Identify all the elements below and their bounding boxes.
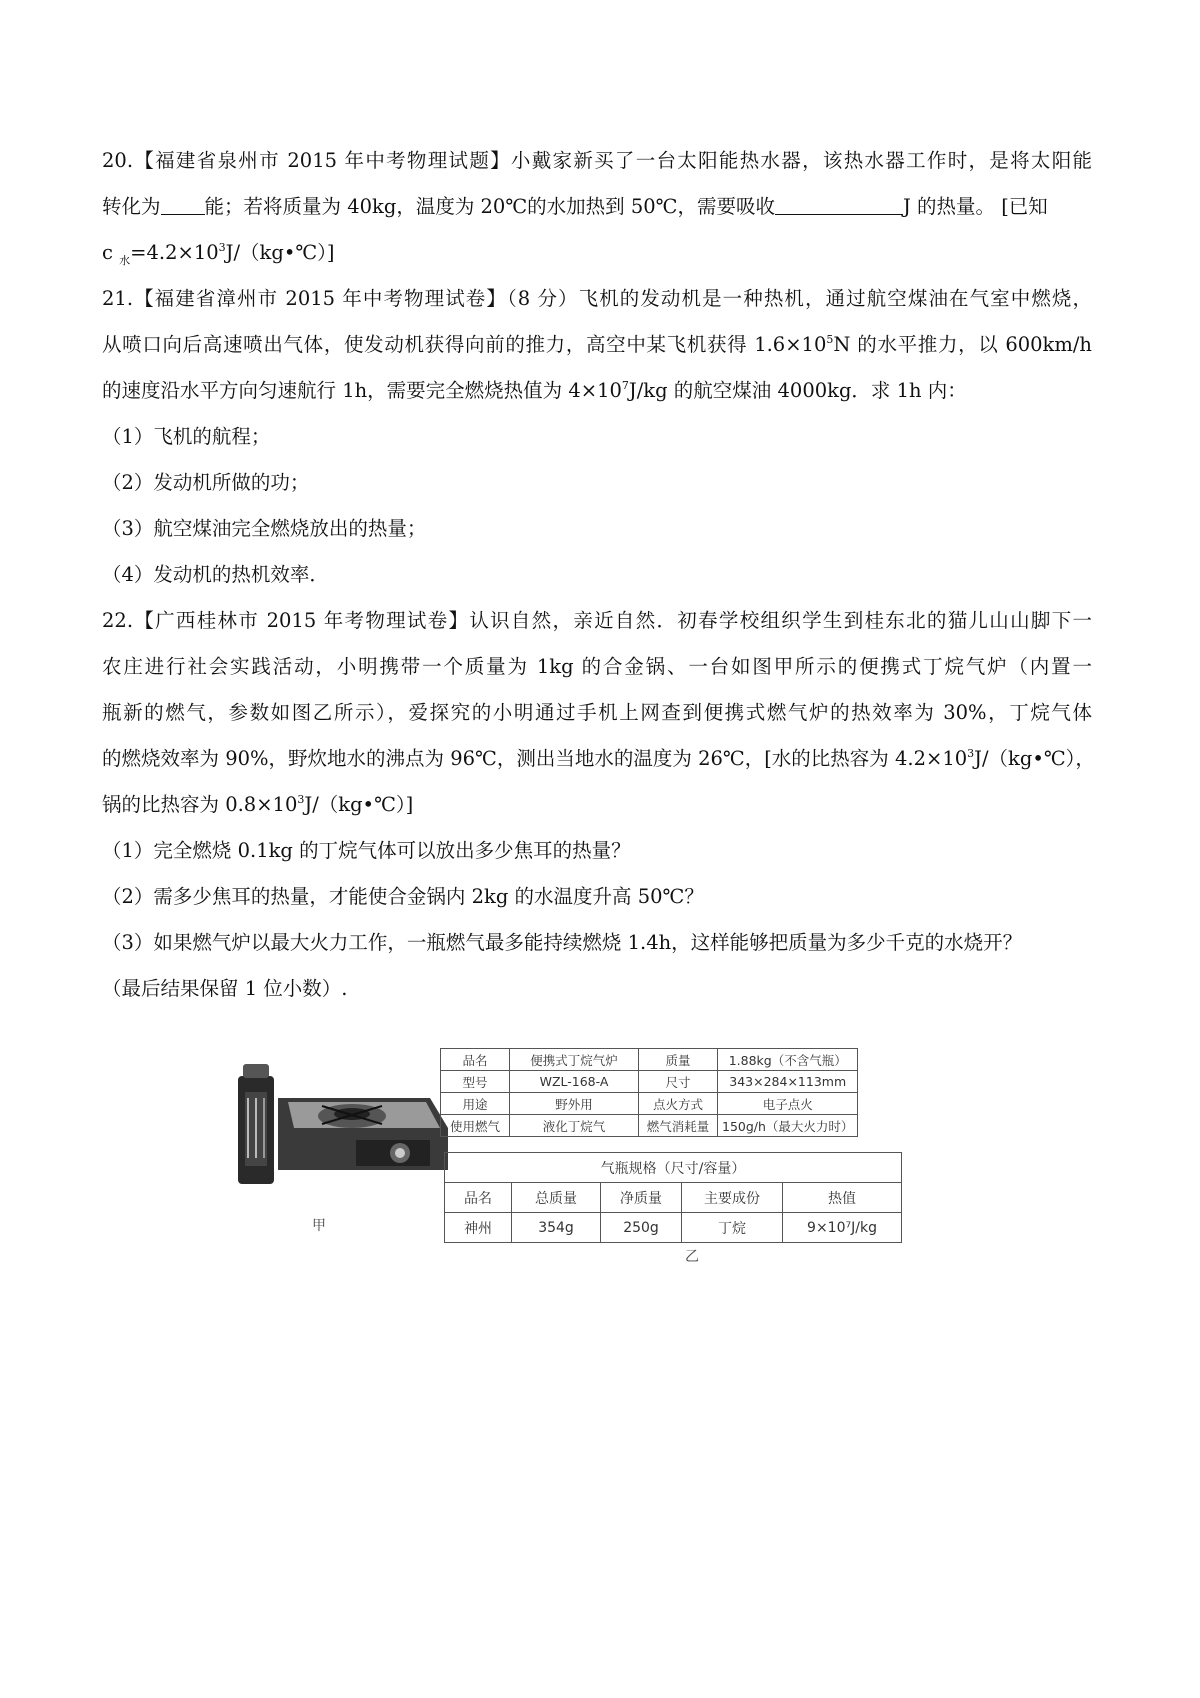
table-cell: 9×10⁷J/kg <box>783 1213 902 1243</box>
table-cell: 质量 <box>639 1049 718 1071</box>
q22-line-5: 锅的比热容为 $0.8\times 10^3J/(kg•℃)$] <box>102 793 414 816</box>
q21-sub-1: （1）飞机的航程； <box>102 425 271 448</box>
q21-line-2: 从喷口向后高速喷出气体，使发动机获得向前的推力，高空中某飞机获得 $1.6\times 10^5N$ 的水平推力，以 600km/h <box>102 333 1092 356</box>
table-cell: 液化丁烷气 <box>510 1115 639 1137</box>
table-row <box>441 1115 858 1137</box>
table-cell: 品名 <box>441 1049 510 1071</box>
q20-line-1: 20.【福建省泉州市 2015 年中考物理试题】小戴家新买了一台太阳能热水器，该热水器工作时，是将太阳能 <box>102 149 1092 172</box>
table-cell: 尺寸 <box>639 1071 718 1093</box>
caption-jia: 甲 <box>312 1218 326 1234</box>
table-cell: 燃气消耗量 <box>639 1115 718 1137</box>
q22-sub-2: （2）需多少焦耳的热量，才能使合金锅内 2kg 的水温度升高 50℃？ <box>102 885 704 908</box>
table-cell: 神州 <box>445 1213 512 1243</box>
caption-yi: 乙 <box>685 1249 699 1265</box>
table-cell: 野外用 <box>510 1093 639 1115</box>
table-cell: 150g/h（最大火力时） <box>718 1115 858 1137</box>
q20-line-3: c $_水=4.2\times 10^3J/(kg•℃)$] <box>102 241 335 267</box>
q21-line-3: 的速度沿水平方向匀速航行 1h，需要完全燃烧热值为 $4\times 10^7J/kg$ 的航空煤油 4000kg．求 1h 内： <box>102 379 967 402</box>
q22-line-4: 的燃烧效率为 90%，野炊地水的沸点为 96℃，测出当地水的温度为 26℃，[水的比热容为 $4.2\times 10^3J/(kg•℃)$， <box>102 747 1095 770</box>
answer-blank-energy[interactable] <box>161 186 205 215</box>
table-cell: 便携式丁烷气炉 <box>510 1049 639 1071</box>
table-cell: 250g <box>601 1213 682 1243</box>
table-cell: 用途 <box>441 1093 510 1115</box>
table-cell: 使用燃气 <box>441 1115 510 1137</box>
gas-bottle-spec-table <box>444 1152 902 1243</box>
stove-figure <box>230 1048 980 1318</box>
table-header: 主要成份 <box>682 1183 783 1213</box>
q21-sub-3: （3）航空煤油完全燃烧放出的热量； <box>102 517 427 540</box>
table-cell: 354g <box>512 1213 601 1243</box>
table-header: 品名 <box>445 1183 512 1213</box>
q22-sub-3: （3）如果燃气炉以最大火力工作，一瓶燃气最多能持续燃烧 1.4h，这样能够把质量为多少千克的水烧开？ <box>102 931 1023 954</box>
gas-stove-image <box>230 1058 460 1198</box>
q22-line-1: 22.【广西桂林市 2015 年考物理试卷】认识自然，亲近自然．初春学校组织学生到桂东北的猫儿山山脚下一 <box>102 609 1092 632</box>
table-header: 热值 <box>783 1183 902 1213</box>
table-cell: 点火方式 <box>639 1093 718 1115</box>
q20-line-2: 转化为 能；若将质量为 40kg，温度为 20℃的水加热到 50℃，需要吸收 J 的热量。 [已知 <box>102 184 1092 230</box>
answer-blank-heat[interactable] <box>775 186 903 215</box>
table-cell: WZL-168-A <box>510 1071 639 1093</box>
table-header: 总质量 <box>512 1183 601 1213</box>
stove-spec-table <box>440 1048 858 1137</box>
table-row <box>441 1049 858 1071</box>
q22-sub-4: （最后结果保留 1 位小数）. <box>102 977 348 1000</box>
table-row <box>441 1093 858 1115</box>
q22-line-2: 农庄进行社会实践活动，小明携带一个质量为 1kg 的合金锅、一台如图甲所示的便携式丁烷气炉（内置一 <box>102 655 1092 678</box>
table-title: 气瓶规格（尺寸/容量） <box>445 1153 902 1183</box>
table-row <box>441 1071 858 1093</box>
q21-line-1: 21.【福建省漳州市 2015 年中考物理试卷】（8 分）飞机的发动机是一种热机，通过航空煤油在气室中燃烧， <box>102 287 1092 310</box>
table-cell: 电子点火 <box>718 1093 858 1115</box>
table-cell: 丁烷 <box>682 1213 783 1243</box>
q22-line-3: 瓶新的燃气，参数如图乙所示），爱探究的小明通过手机上网查到便携式燃气炉的热效率为 30%，丁烷气体 <box>102 701 1092 724</box>
table-cell: 1.88kg（不含气瓶） <box>718 1049 858 1071</box>
question-page <box>102 138 1095 1012</box>
q21-sub-4: （4）发动机的热机效率． <box>102 563 329 586</box>
table-cell: 型号 <box>441 1071 510 1093</box>
table-header: 净质量 <box>601 1183 682 1213</box>
table-cell: 343×284×113mm <box>718 1071 858 1093</box>
q22-sub-1: （1）完全燃烧 0.1kg 的丁烷气体可以放出多少焦耳的热量？ <box>102 839 631 862</box>
q21-sub-2: （2）发动机所做的功； <box>102 471 310 494</box>
